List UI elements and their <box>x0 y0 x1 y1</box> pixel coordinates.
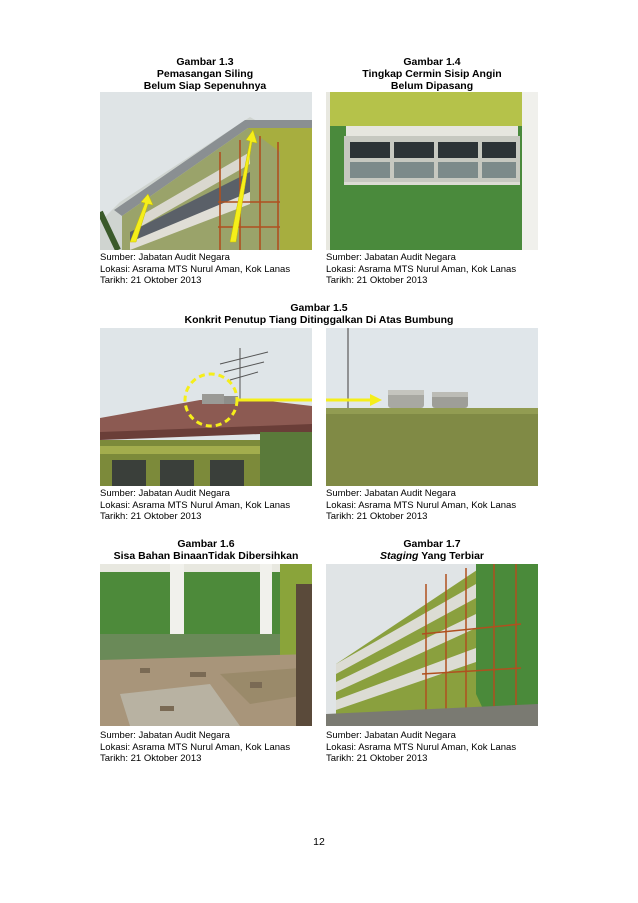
figure-title-line: Belum Dipasang <box>390 80 474 92</box>
source-line: Sumber: Jabatan Audit Negara <box>326 730 456 741</box>
source-line: Sumber: Jabatan Audit Negara <box>100 252 230 263</box>
photo-gambar-1-6 <box>100 564 312 726</box>
figure-title-line: Tingkap Cermin Sisip Angin <box>362 68 502 80</box>
location-line: Lokasi: Asrama MTS Nurul Aman, Kok Lanas <box>100 741 291 753</box>
caption-gambar-1-3 <box>100 56 310 92</box>
photo-gambar-1-3 <box>100 92 312 250</box>
figure-number: Gambar 1.7 <box>403 538 461 550</box>
location-line: Lokasi: Asrama MTS Nurul Aman, Kok Lanas <box>326 499 517 511</box>
date-line: Tarikh: 21 Oktober 2013 <box>100 511 202 522</box>
figure-number: Gambar 1.3 <box>176 56 234 68</box>
figure-title-line: Sisa Bahan BinaanTidak Dibersihkan <box>113 550 299 562</box>
date-line: Tarikh: 21 Oktober 2013 <box>326 511 428 522</box>
caption-gambar-1-4 <box>326 56 538 92</box>
date-line: Tarikh: 21 Oktober 2013 <box>326 275 428 286</box>
location-line: Lokasi: Asrama MTS Nurul Aman, Kok Lanas <box>326 741 517 753</box>
date-line: Tarikh: 21 Oktober 2013 <box>100 275 202 286</box>
location-line: Lokasi: Asrama MTS Nurul Aman, Kok Lanas <box>100 263 291 275</box>
source-info <box>100 252 290 287</box>
source-info <box>326 252 516 287</box>
caption-gambar-1-7 <box>326 538 538 562</box>
caption-gambar-1-5 <box>100 302 538 326</box>
date-line: Tarikh: 21 Oktober 2013 <box>100 753 202 764</box>
source-info <box>326 488 516 523</box>
figure-title-line: Konkrit Penutup Tiang Ditinggalkan Di Atas Bumbung <box>184 314 454 326</box>
source-line: Sumber: Jabatan Audit Negara <box>326 252 456 263</box>
page-number: 12 <box>313 836 325 848</box>
source-info <box>100 488 290 523</box>
location-line: Lokasi: Asrama MTS Nurul Aman, Kok Lanas <box>100 499 291 511</box>
figure-number: Gambar 1.6 <box>177 538 235 550</box>
figure-number: Gambar 1.4 <box>403 56 461 68</box>
source-line: Sumber: Jabatan Audit Negara <box>100 730 230 741</box>
figure-title-line: Pemasangan Siling <box>156 68 254 80</box>
source-info <box>326 730 516 765</box>
caption-gambar-1-6 <box>100 538 312 562</box>
photo-gambar-1-5-left <box>100 328 312 486</box>
figure-title-rest: Yang Terbiar <box>418 550 485 562</box>
source-info <box>100 730 290 765</box>
figure-title-italic: Staging <box>379 550 419 562</box>
figure-title-line: Belum Siap Sepenuhnya <box>143 80 267 92</box>
figure-number: Gambar 1.5 <box>290 302 348 314</box>
location-line: Lokasi: Asrama MTS Nurul Aman, Kok Lanas <box>326 263 517 275</box>
photo-gambar-1-4 <box>326 92 538 250</box>
source-line: Sumber: Jabatan Audit Negara <box>100 488 230 499</box>
photo-gambar-1-7 <box>326 564 538 726</box>
figure-title-line <box>326 550 538 562</box>
photo-gambar-1-5-right <box>326 328 538 486</box>
source-line: Sumber: Jabatan Audit Negara <box>326 488 456 499</box>
date-line: Tarikh: 21 Oktober 2013 <box>326 753 428 764</box>
